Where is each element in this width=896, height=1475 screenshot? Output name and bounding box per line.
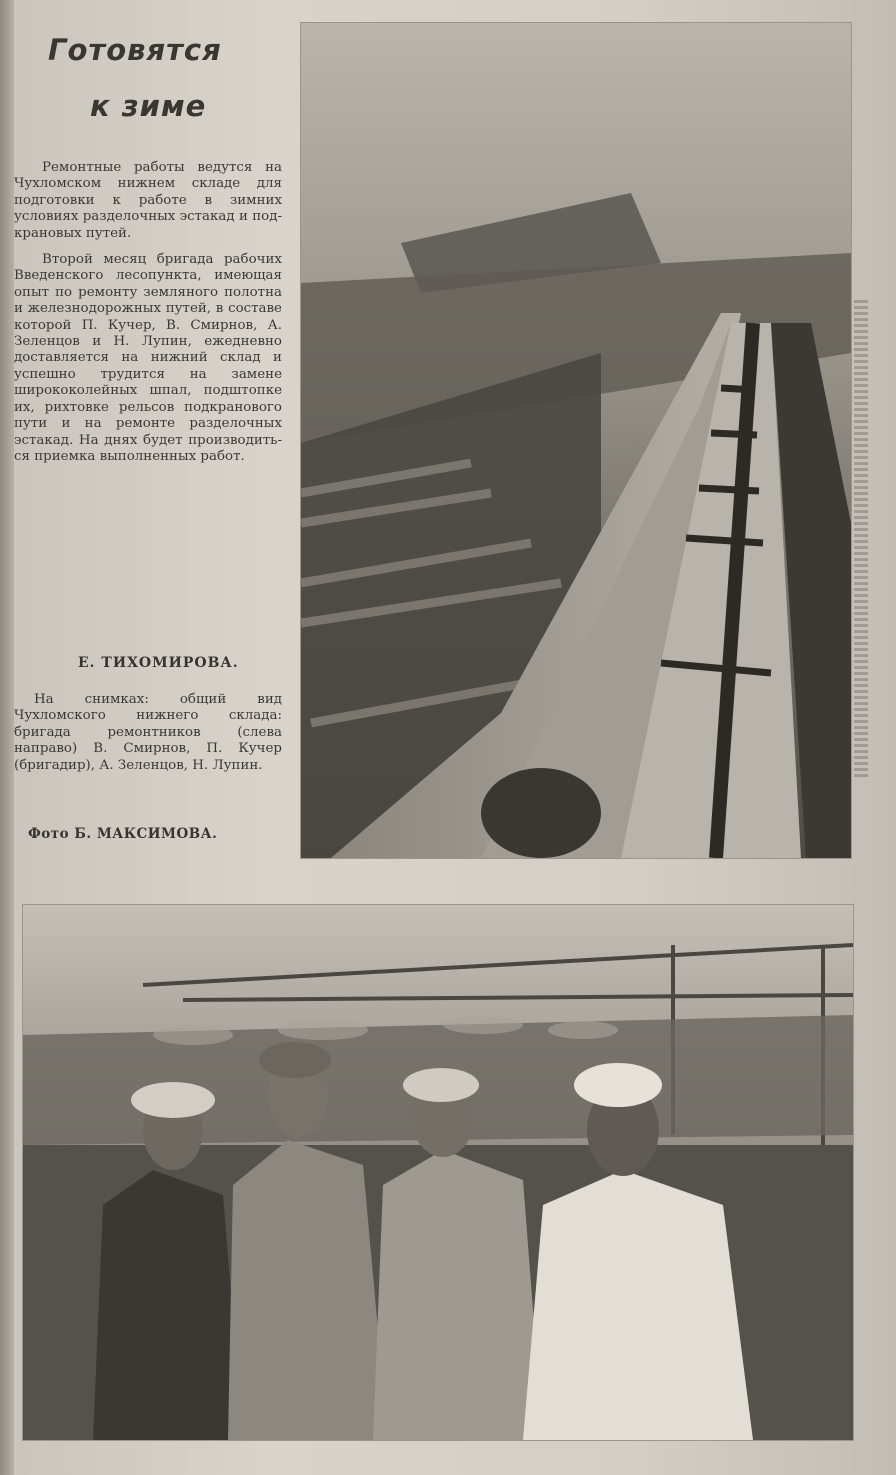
- photo-repair-brigade: [22, 904, 854, 1441]
- headline-line-2: к зиме: [90, 89, 207, 123]
- article-paragraph-2: Второй месяц бригада рабочих Введенского лесопункта, имеющая опыт по ремонту земляного полотна и железнодорожных путей, в составе которой П. Кучер, В. Смирнов, А. Зеленцов и Н. Лупин, ежедневно доставляется на нижний склад и успешно трудится на замене ширококолейных шпал, подштопке их, рихтовке рельсов подкранового пути и на ремонте разделочных эстакад. На днях будет производиться приемка выполненных работ.: [14, 252, 282, 464]
- headline-line-1: Готовятся: [48, 33, 222, 67]
- adjacent-column-fragment: [854, 300, 868, 780]
- photo-credit: Фото Б. МАКСИМОВА.: [28, 826, 218, 842]
- lumber-yard-photo-illustration: [301, 23, 851, 858]
- byline: Е. ТИХОМИРОВА.: [78, 655, 239, 671]
- article-body: [14, 160, 282, 475]
- photo-lumber-yard-tracks: [300, 22, 852, 859]
- article-paragraph-1: Ремонтные работы ведутся на Чухломском нижнем складе для подготовки к работе в зимних условиях разделочных эстакад и подкрановых путей.: [14, 160, 282, 241]
- clipping-edge: [0, 0, 14, 1475]
- photo-caption: [14, 692, 282, 774]
- brigade-photo-illustration: [23, 905, 853, 1440]
- photo-caption-text: На снимках: общий вид Чухломского нижнего склада: бригада ремонтников (слева направо) В. Смирнов, П. Кучер (бригадир), А. Зеленцов, Н. Лупин.: [14, 692, 282, 773]
- headline: [30, 22, 290, 134]
